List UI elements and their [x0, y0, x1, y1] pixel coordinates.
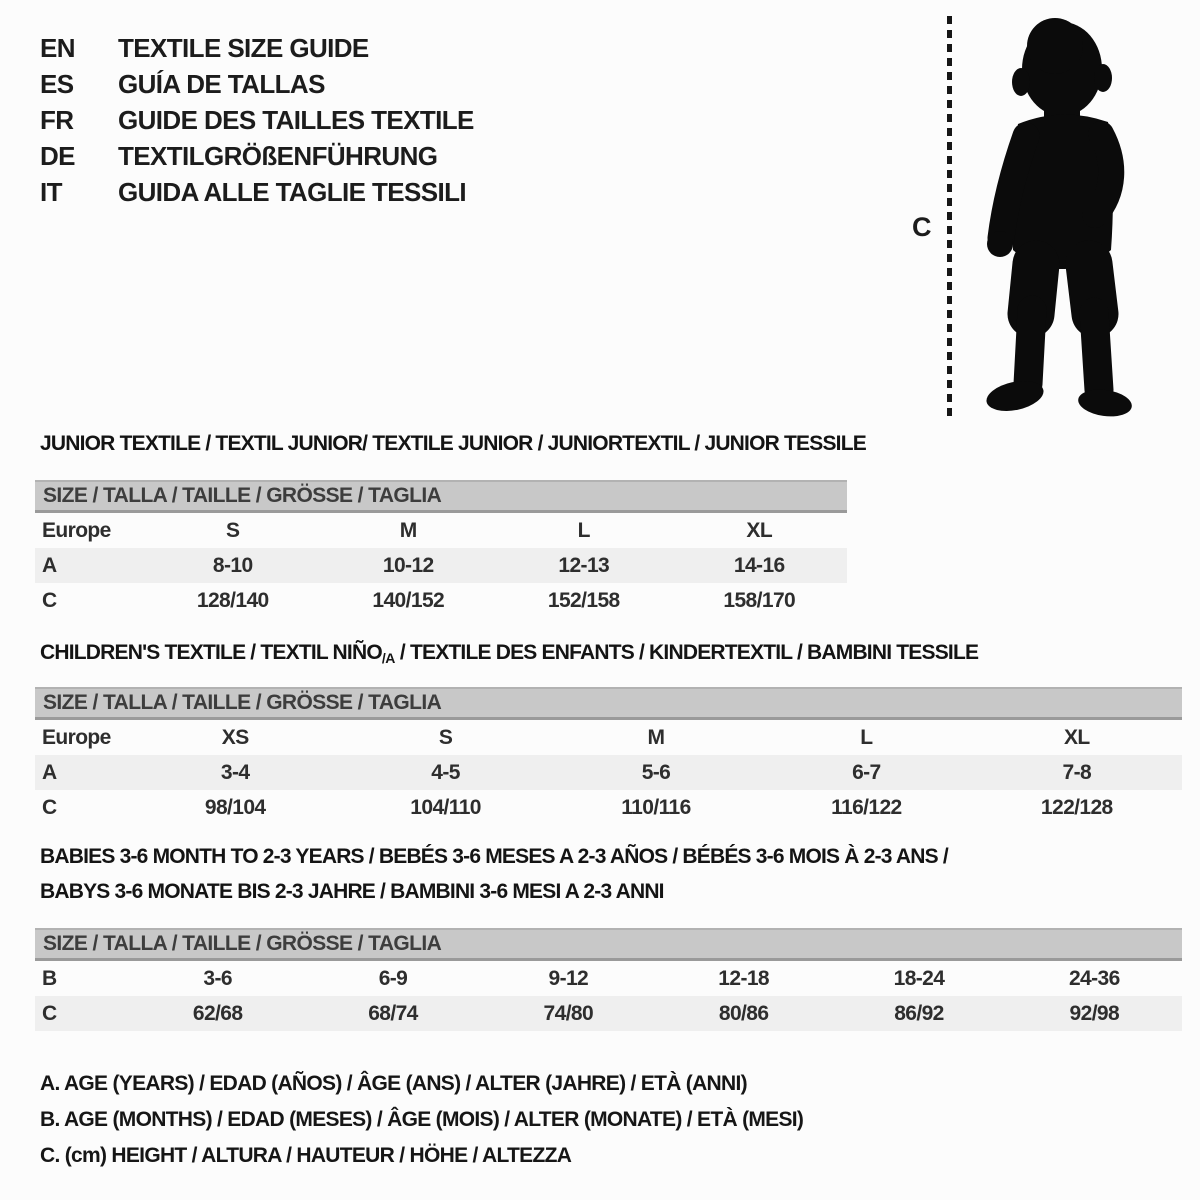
size-cell: M — [647, 725, 665, 749]
legend-line-c: C. (cm) HEIGHT / ALTURA / HAUTEUR / HÖHE / ALTEZZA — [40, 1144, 572, 1167]
row-label-cell: Europe — [42, 518, 111, 542]
guide-title: GUIDE DES TAILLES TEXTILE — [118, 105, 474, 135]
size-cell: 62/68 — [130, 996, 305, 1031]
row-label-cell: C — [42, 588, 57, 612]
size-cell: 152/158 — [547, 588, 620, 612]
guide-title: TEXTILE SIZE GUIDE — [118, 33, 369, 63]
height-measure-dashed-line — [947, 16, 952, 418]
size-cell: 3-6 — [203, 966, 232, 990]
size-cell: 18-24 — [893, 966, 945, 990]
table-row-europe — [35, 513, 847, 548]
row-label-cell: A — [35, 548, 145, 583]
size-cell: S — [438, 725, 453, 749]
size-cell: 14-16 — [672, 548, 848, 583]
guide-title: TEXTILGRÖßENFÜHRUNG — [118, 141, 438, 171]
size-cell: 98/104 — [204, 795, 266, 819]
size-cell: L — [860, 725, 873, 749]
size-cell: 7-8 — [972, 755, 1182, 790]
size-cell: 86/92 — [831, 996, 1006, 1031]
children-title-pre: CHILDREN'S TEXTILE / TEXTIL NIÑO — [40, 641, 382, 664]
size-cell: 128/140 — [196, 588, 269, 612]
size-header-bar: SIZE / TALLA / TAILLE / GRÖSSE / TAGLIA — [35, 480, 847, 513]
size-cell: 9-12 — [548, 966, 589, 990]
row-label-cell: Europe — [42, 725, 111, 749]
lang-row-it — [40, 174, 474, 210]
junior-section-title: JUNIOR TEXTILE / TEXTIL JUNIOR/ TEXTILE JUNIOR / JUNIORTEXTIL / JUNIOR TESSILE — [40, 432, 866, 455]
table-row-age — [35, 755, 1182, 790]
size-cell: 74/80 — [481, 996, 656, 1031]
legend-block — [40, 1066, 803, 1174]
toddler-silhouette-icon — [962, 12, 1142, 422]
children-size-table — [35, 687, 1182, 825]
size-cell: 68/74 — [305, 996, 480, 1031]
babies-size-table — [35, 928, 1182, 1031]
size-cell: 92/98 — [1007, 996, 1182, 1031]
size-header-bar: SIZE / TALLA / TAILLE / GRÖSSE / TAGLIA — [35, 687, 1182, 720]
size-cell: XS — [221, 725, 249, 749]
row-label-cell: C — [42, 795, 57, 819]
children-title-post: / TEXTILE DES ENFANTS / KINDERTEXTIL / BAMBINI TESSILE — [394, 641, 979, 664]
size-cell: 140/152 — [372, 588, 445, 612]
lang-code: DE — [40, 141, 75, 171]
lang-row-en — [40, 30, 474, 66]
row-label-cell: A — [35, 755, 130, 790]
size-cell: L — [577, 518, 590, 542]
size-cell: 80/86 — [656, 996, 831, 1031]
size-cell: 110/116 — [621, 795, 691, 819]
row-label-cell: B — [42, 966, 57, 990]
size-cell: XL — [746, 518, 773, 542]
size-cell: M — [399, 518, 417, 542]
babies-section-title-line1: BABIES 3-6 MONTH TO 2-3 YEARS / BEBÉS 3-6 MESES A 2-3 AÑOS / BÉBÉS 3-6 MOIS À 2-3 ANS / — [40, 845, 948, 868]
guide-title: GUÍA DE TALLAS — [118, 69, 325, 99]
babies-section-title-line2: BABYS 3-6 MONATE BIS 2-3 JAHRE / BAMBINI 3-6 MESI A 2-3 ANNI — [40, 880, 664, 903]
size-cell: 24-36 — [1068, 966, 1120, 990]
size-cell: 5-6 — [551, 755, 761, 790]
lang-code: IT — [40, 177, 62, 207]
table-row-height — [35, 583, 847, 618]
size-cell: 6-7 — [761, 755, 971, 790]
children-title-sub: /A — [381, 650, 395, 666]
lang-row-es — [40, 66, 474, 102]
size-cell: 122/128 — [1040, 795, 1113, 819]
size-cell: 8-10 — [145, 548, 321, 583]
size-cell: 4-5 — [340, 755, 550, 790]
row-label-cell: C — [35, 996, 130, 1031]
size-cell: 12-13 — [496, 548, 672, 583]
size-cell: 12-18 — [718, 966, 769, 990]
lang-code: ES — [40, 69, 74, 99]
size-cell: S — [226, 518, 240, 542]
height-measure-label: C — [912, 212, 932, 242]
size-cell: 10-12 — [321, 548, 497, 583]
table-row-europe — [35, 720, 1182, 755]
table-row-height — [35, 996, 1182, 1031]
guide-title: GUIDA ALLE TAGLIE TESSILI — [118, 177, 467, 207]
lang-row-fr — [40, 102, 474, 138]
children-section-title — [40, 641, 978, 666]
size-cell: 3-4 — [130, 755, 340, 790]
size-cell: 158/170 — [723, 588, 796, 612]
table-row-height — [35, 790, 1182, 825]
lang-code: EN — [40, 33, 75, 63]
table-row-months — [35, 961, 1182, 996]
language-title-block — [40, 30, 474, 210]
table-row-age — [35, 548, 847, 583]
size-cell: XL — [1063, 725, 1090, 749]
size-cell: 104/110 — [410, 795, 481, 819]
lang-row-de — [40, 138, 474, 174]
size-header-bar: SIZE / TALLA / TAILLE / GRÖSSE / TAGLIA — [35, 928, 1182, 961]
size-cell: 116/122 — [831, 795, 902, 819]
legend-line-b: B. AGE (MONTHS) / EDAD (MESES) / ÂGE (MOIS) / ALTER (MONATE) / ETÀ (MESI) — [40, 1108, 804, 1131]
size-cell: 6-9 — [378, 966, 408, 990]
legend-line-a: A. AGE (YEARS) / EDAD (AÑOS) / ÂGE (ANS) / ALTER (JAHRE) / ETÀ (ANNI) — [40, 1072, 747, 1095]
junior-size-table — [35, 480, 847, 618]
lang-code: FR — [40, 105, 74, 135]
